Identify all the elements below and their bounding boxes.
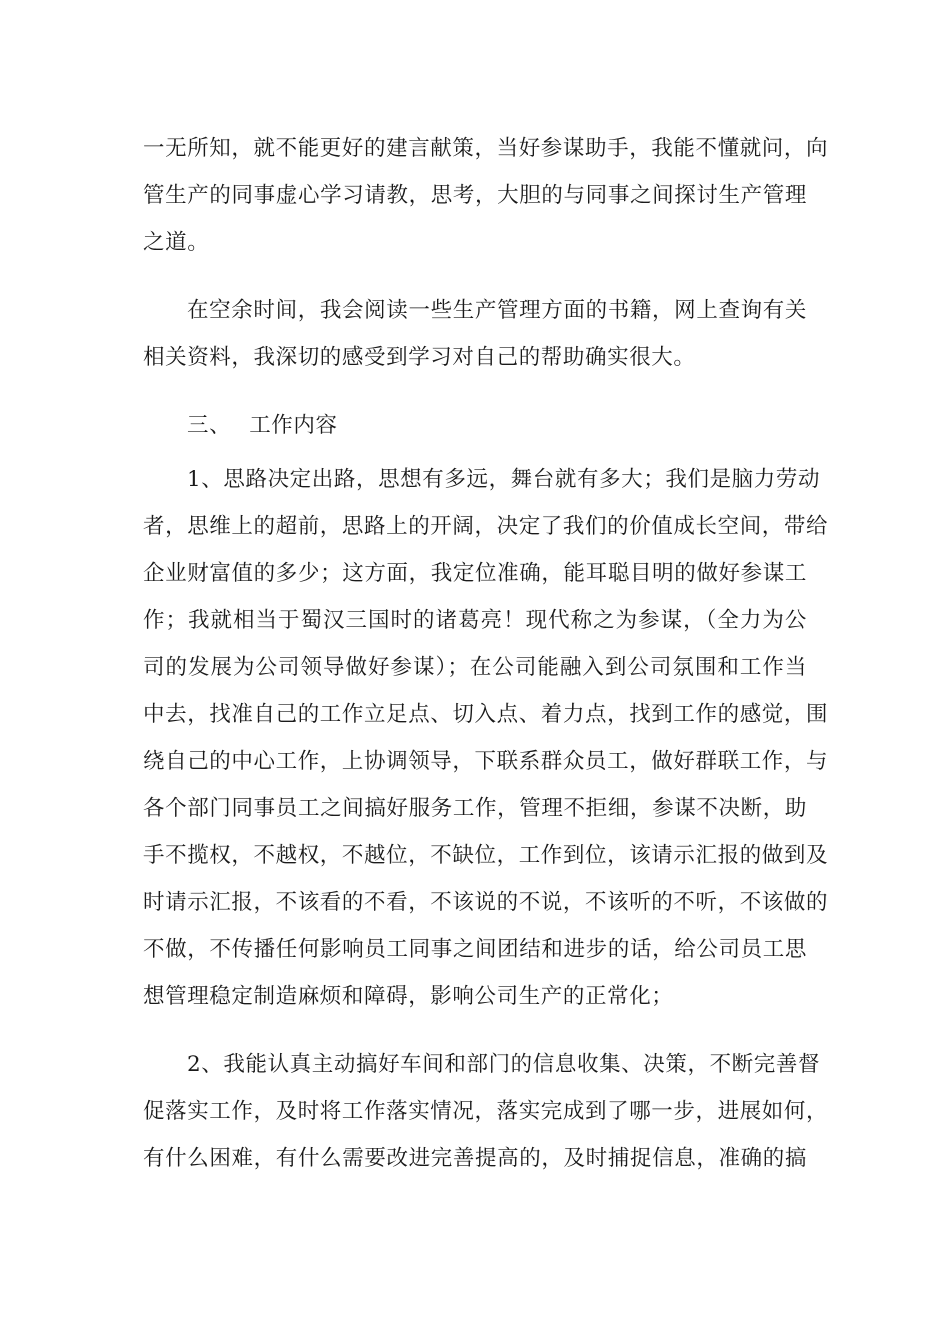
section-number: 三、	[187, 413, 232, 438]
text-line: 想管理稳定制造麻烦和障碍，影响公司生产的正常化；	[143, 984, 674, 1009]
work-item-1	[143, 456, 829, 1020]
text-line: 相关资料，我深切的感受到学习对自己的帮助确实很大。	[143, 345, 696, 370]
text-line: 有什么困难，有什么需要改进完善提高的，及时捕捉信息，准确的搞	[143, 1146, 807, 1171]
paragraph-spare-time	[143, 287, 807, 381]
text-line: 一无所知，就不能更好的建言献策，当好参谋助手，我能不懂就问，向	[143, 136, 829, 161]
text-line: 时请示汇报，不该看的不看，不该说的不说，不该听的不听，不该做的	[143, 890, 829, 915]
text-line: 中去，找准自己的工作立足点、切入点、着力点，找到工作的感觉，围	[143, 702, 829, 727]
text-line: 促落实工作，及时将工作落实情况，落实完成到了哪一步，进展如何，	[143, 1099, 829, 1124]
text-line: 手不揽权，不越权，不越位，不缺位，工作到位，该请示汇报的做到及	[143, 843, 829, 868]
text-line: 作；我就相当于蜀汉三国时的诸葛亮！现代称之为参谋，（全力为公	[143, 608, 807, 633]
text-line: 2、我能认真主动搞好车间和部门的信息收集、决策，不断完善督	[187, 1052, 821, 1077]
section-heading	[143, 402, 807, 449]
text-line: 司的发展为公司领导做好参谋）；在公司能融入到公司氛围和工作当	[143, 655, 807, 680]
text-line: 企业财富值的多少；这方面，我定位准确，能耳聪目明的做好参谋工	[143, 561, 807, 586]
text-line: 各个部门同事员工之间搞好服务工作，管理不拒细，参谋不决断，助	[143, 796, 807, 821]
text-line: 者，思维上的超前，思路上的开阔，决定了我们的价值成长空间，带给	[143, 514, 829, 539]
work-item-2	[143, 1041, 829, 1182]
text-line: 管生产的同事虚心学习请教，思考，大胆的与同事之间探讨生产管理	[143, 183, 807, 208]
section-title: 工作内容	[249, 413, 338, 438]
text-line: 1、思路决定出路，思想有多远，舞台就有多大；我们是脑力劳动	[187, 467, 821, 492]
paragraph-continuation	[143, 125, 829, 266]
text-line: 不做，不传播任何影响员工同事之间团结和进步的话，给公司员工思	[143, 937, 807, 962]
text-line: 之道。	[143, 230, 210, 255]
document-body	[143, 125, 829, 1203]
text-line: 绕自己的中心工作，上协调领导，下联系群众员工，做好群联工作，与	[143, 749, 829, 774]
text-line: 在空余时间，我会阅读一些生产管理方面的书籍，网上查询有关	[187, 298, 807, 323]
